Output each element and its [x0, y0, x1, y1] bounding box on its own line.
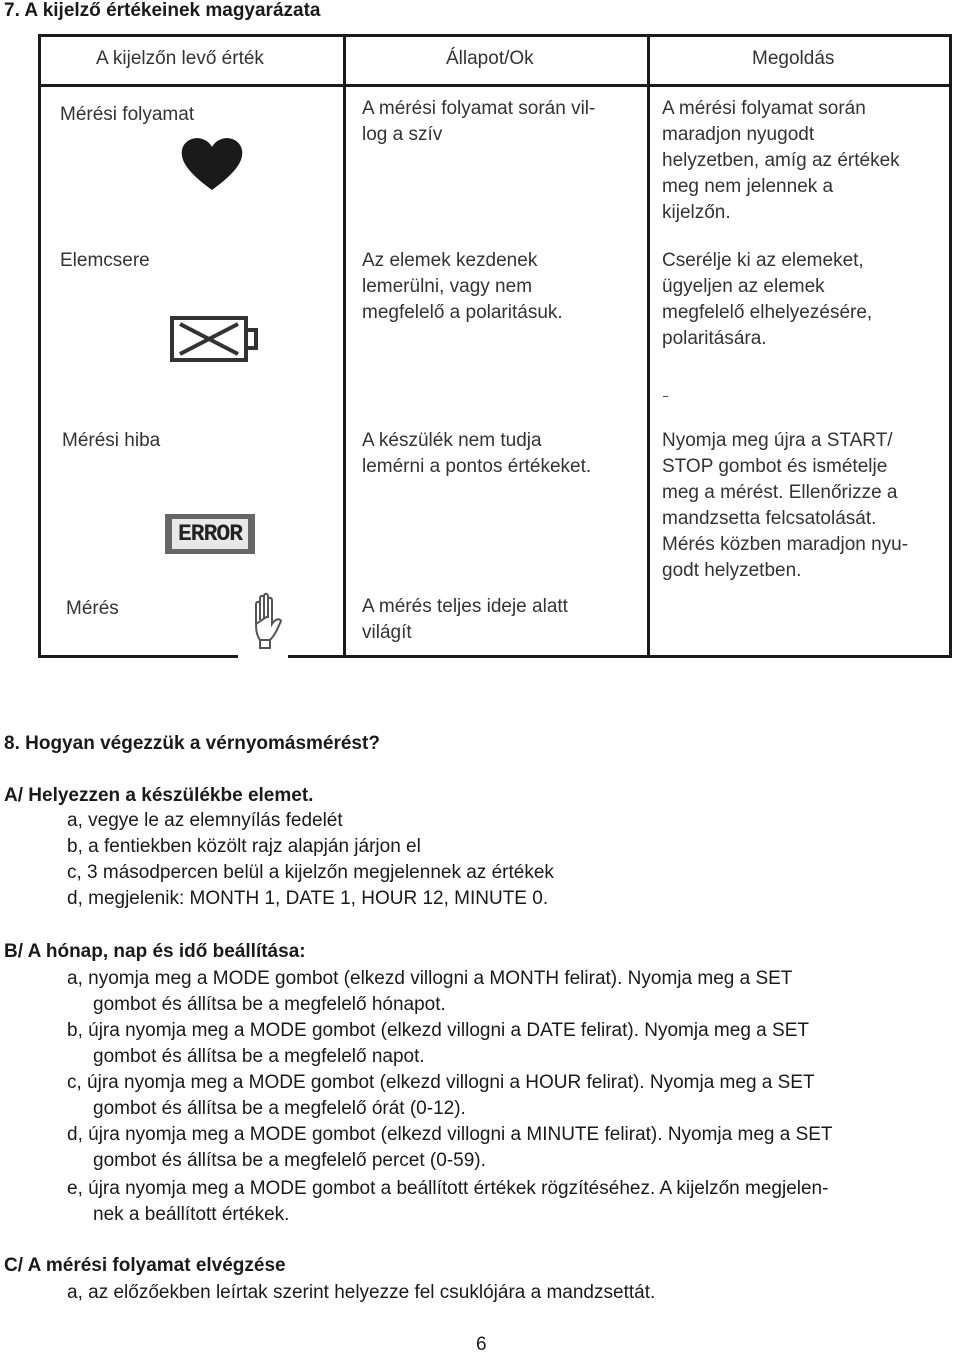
subsection-b-item-b-line-1: b, újra nyomja meg a MODE gombot (elkezd villogni a DATE felirat). Nyomja meg a SET [67, 1020, 809, 1041]
row-3-solution-line-5: Mérés közben maradjon nyu- [662, 534, 909, 555]
row-3-solution-line-2: STOP gombot és ismételje [662, 456, 888, 477]
subsection-b-item-c-line-1: c, újra nyomja meg a MODE gombot (elkezd villogni a HOUR felirat). Nyomja meg a SET [67, 1072, 815, 1093]
dash-mark [663, 396, 668, 397]
row-2-cause [362, 248, 563, 326]
row-1-solution-line-5: kijelzőn. [662, 202, 731, 223]
row-4-cause [362, 594, 568, 646]
table-header-divider [38, 84, 952, 87]
subsection-b-heading: B/ A hónap, nap és idő beállítása: [4, 941, 306, 962]
row-2-value: Elemcsere [60, 250, 150, 271]
subsection-b-item-a-line-2: gombot és állítsa be a megfelelő hónapot. [93, 994, 446, 1015]
row-3-solution-line-4: mandzsetta felcsatolását. [662, 508, 877, 529]
row-2-solution-line-2: ügyeljen az elemek [662, 276, 825, 297]
row-4-cause-line-2: világít [362, 622, 412, 643]
row-2-solution-line-3: megfelelő elhelyezésére, [662, 302, 873, 323]
hand-icon [248, 592, 288, 650]
subsection-b-item-a [67, 966, 792, 1018]
row-2-cause-line-3: megfelelő a polaritásuk. [362, 302, 563, 323]
row-3-cause-line-1: A készülék nem tudja [362, 430, 542, 451]
table-border-left [38, 34, 41, 658]
row-1-cause-line-1: A mérési folyamat során vil- [362, 98, 596, 119]
row-3-solution-line-3: meg a mérést. Ellenőrizze a [662, 482, 898, 503]
row-1-solution-line-2: maradjon nyugodt [662, 124, 815, 145]
subsection-a-item-d: d, megjelenik: MONTH 1, DATE 1, HOUR 12, MINUTE 0. [67, 888, 549, 909]
row-2-cause-line-2: lemerülni, vagy nem [362, 276, 533, 297]
subsection-a-item-c: c, 3 másodpercen belül a kijelzőn megjelennek az értékek [67, 862, 554, 883]
row-1-cause [362, 96, 595, 148]
table-border-top [38, 34, 952, 37]
error-icon-text: ERROR [172, 519, 248, 549]
row-3-solution [662, 428, 908, 584]
header-status-cause: Állapot/Ok [446, 48, 534, 69]
subsection-c-heading: C/ A mérési folyamat elvégzése [4, 1255, 286, 1276]
subsection-b-item-c-line-2: gombot és állítsa be a megfelelő órát (0-12). [93, 1098, 466, 1119]
row-3-solution-line-1: Nyomja meg újra a START/ [662, 430, 893, 451]
battery-icon [168, 314, 260, 364]
subsection-b-item-e [67, 1176, 828, 1228]
row-4-cause-line-1: A mérés teljes ideje alatt [362, 596, 568, 617]
subsection-b-item-a-line-1: a, nyomja meg a MODE gombot (elkezd villogni a MONTH felirat). Nyomja meg a SET [67, 968, 793, 989]
subsection-b-item-b-line-2: gombot és állítsa be a megfelelő napot. [93, 1046, 425, 1067]
table-column-divider-1 [343, 34, 346, 658]
header-display-value: A kijelzőn levő érték [96, 48, 264, 69]
subsection-b-item-d [67, 1122, 833, 1174]
row-2-solution [662, 248, 872, 352]
heart-icon [180, 136, 244, 192]
subsection-b-item-d-line-2: gombot és állítsa be a megfelelő percet (0-59). [93, 1150, 486, 1171]
row-1-solution [662, 96, 900, 226]
subsection-b-item-b [67, 1018, 809, 1070]
subsection-b-item-e-line-1: e, újra nyomja meg a MODE gombot a beállított értékek rögzítéséhez. A kijelzőn megjelen- [67, 1178, 829, 1199]
row-3-solution-line-6: godt helyzetben. [662, 560, 802, 581]
row-3-value: Mérési hiba [62, 430, 161, 451]
row-1-cause-line-2: log a szív [362, 124, 443, 145]
row-1-solution-line-4: meg nem jelennek a [662, 176, 834, 197]
row-3-cause-line-2: lemérni a pontos értékeket. [362, 456, 592, 477]
section-7-title: 7. A kijelző értékeinek magyarázata [4, 0, 321, 21]
row-1-solution-line-3: helyzetben, amíg az értékek [662, 150, 900, 171]
subsection-a-heading: A/ Helyezzen a készülékbe elemet. [4, 785, 314, 806]
subsection-b-item-d-line-1: d, újra nyomja meg a MODE gombot (elkezd villogni a MINUTE felirat). Nyomja meg a SET [67, 1124, 833, 1145]
row-1-solution-line-1: A mérési folyamat során [662, 98, 866, 119]
row-1-value: Mérési folyamat [60, 104, 195, 125]
subsection-a-item-b: b, a fentiekben közölt rajz alapján járjon el [67, 836, 421, 857]
table-border-right [949, 34, 952, 658]
row-4-value: Mérés [66, 598, 119, 619]
subsection-b-item-e-line-2: nek a beállított értékek. [93, 1204, 290, 1225]
table-border-bottom-right [288, 655, 952, 658]
header-solution: Megoldás [752, 48, 835, 69]
error-icon [165, 514, 255, 554]
row-2-cause-line-1: Az elemek kezdenek [362, 250, 538, 271]
section-8-title: 8. Hogyan végezzük a vérnyomásmérést? [4, 733, 380, 754]
page-number: 6 [476, 1334, 487, 1355]
row-3-cause [362, 428, 591, 480]
table-border-bottom-left [38, 655, 238, 658]
subsection-b-item-c [67, 1070, 815, 1122]
subsection-c-item-a: a, az előzőekben leírtak szerint helyezze fel csuklójára a mandzsettát. [67, 1282, 656, 1303]
row-2-solution-line-1: Cserélje ki az elemeket, [662, 250, 864, 271]
subsection-a-item-a: a, vegye le az elemnyílás fedelét [67, 810, 343, 831]
table-column-divider-2 [647, 34, 650, 658]
row-2-solution-line-4: polaritására. [662, 328, 767, 349]
